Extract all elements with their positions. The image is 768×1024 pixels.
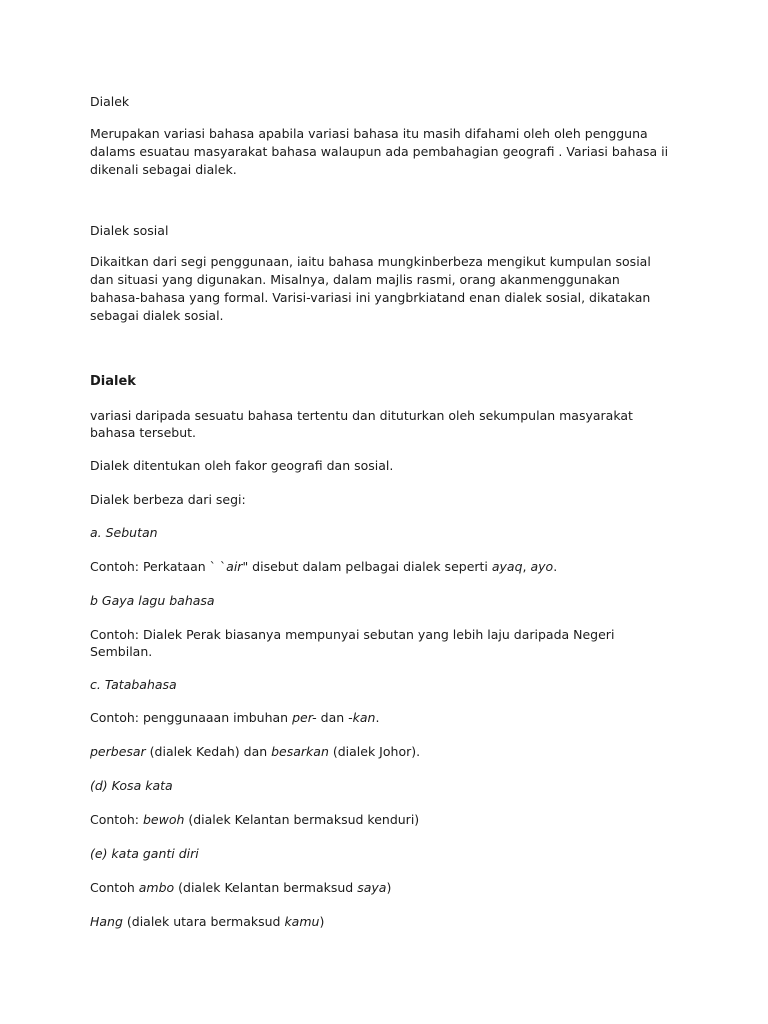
text-italic: perbesar bbox=[90, 744, 146, 759]
paragraph-line: Contoh: Dialek Perak biasanya mempunyai sebutan yang lebih laju daripada Negeri bbox=[90, 627, 615, 642]
text: dan bbox=[316, 710, 349, 725]
text: Contoh bbox=[90, 880, 139, 895]
text: ) bbox=[386, 880, 392, 895]
text: (dialek utara bermaksud bbox=[122, 914, 285, 929]
text: (dialek Kedah) dan bbox=[145, 744, 272, 759]
text-italic: ayo bbox=[530, 559, 554, 574]
text-italic: ayaq bbox=[491, 559, 523, 574]
paragraph-line: sebagai dialek sosial. bbox=[90, 308, 224, 323]
text: " disebut dalam pelbagai dialek seperti bbox=[242, 559, 492, 574]
paragraph-line: dikenali sebagai dialek. bbox=[90, 162, 237, 177]
paragraph-line: dalams esuatau masyarakat bahasa walaupun ada pembahagian geografi . Variasi bahasa ii bbox=[90, 144, 669, 159]
paragraph-line: Sembilan. bbox=[90, 644, 153, 659]
paragraph-line: bahasa-bahasa yang formal. Varisi-variasi ini yangbrkiatand enan dialek sosial, dikatakan bbox=[90, 290, 651, 305]
example-sebutan bbox=[90, 558, 557, 575]
paragraph-line: Merupakan variasi bahasa apabila variasi bahasa itu masih difahami oleh oleh pengguna bbox=[90, 126, 648, 141]
example-kata-ganti-2 bbox=[90, 913, 324, 930]
text-italic: -kan bbox=[348, 710, 376, 725]
subheading-kata-ganti: (e) kata ganti diri bbox=[90, 846, 199, 861]
text: (dialek Johor). bbox=[328, 744, 421, 759]
text: Contoh: penggunaaan imbuhan bbox=[90, 710, 293, 725]
text: ) bbox=[319, 914, 325, 929]
text: . bbox=[375, 710, 380, 725]
text-italic: air bbox=[226, 559, 243, 574]
text-italic: Hang bbox=[90, 914, 123, 929]
example-kata-ganti bbox=[90, 879, 391, 896]
subheading-kosa-kata: (d) Kosa kata bbox=[90, 778, 173, 793]
paragraph-line: Dikaitkan dari segi penggunaan, iaitu bahasa mungkinberbeza mengikut kumpulan sosial bbox=[90, 254, 651, 269]
paragraph-line: bahasa tersebut. bbox=[90, 425, 196, 440]
heading-dialek-bold: Dialek bbox=[90, 374, 136, 389]
example-tatabahasa-2 bbox=[90, 743, 420, 760]
paragraph-line: variasi daripada sesuatu bahasa tertentu dan dituturkan oleh sekumpulan masyarakat bbox=[90, 408, 633, 423]
text: Contoh: Perkataan ` ` bbox=[90, 559, 227, 574]
paragraph-line: Dialek berbeza dari segi: bbox=[90, 492, 246, 507]
text-italic: kamu bbox=[284, 914, 320, 929]
paragraph-line: dan situasi yang digunakan. Misalnya, dalam majlis rasmi, orang akanmenggunakan bbox=[90, 272, 620, 287]
text: . bbox=[553, 559, 558, 574]
example-kosa-kata bbox=[90, 811, 419, 828]
text-italic: ambo bbox=[138, 880, 175, 895]
text: (dialek Kelantan bermaksud kenduri) bbox=[184, 812, 420, 827]
text-italic: saya bbox=[357, 880, 387, 895]
subheading-tatabahasa: c. Tatabahasa bbox=[90, 677, 177, 692]
text: (dialek Kelantan bermaksud bbox=[174, 880, 358, 895]
text-italic: bewoh bbox=[142, 812, 185, 827]
paragraph-line: Dialek ditentukan oleh fakor geografi dan sosial. bbox=[90, 458, 394, 473]
text-italic: per- bbox=[292, 710, 317, 725]
text: Contoh: bbox=[90, 812, 143, 827]
text-italic: besarkan bbox=[271, 744, 329, 759]
subheading-gaya-lagu: b Gaya lagu bahasa bbox=[90, 593, 215, 608]
subheading-sebutan: a. Sebutan bbox=[90, 525, 158, 540]
heading-dialek: Dialek bbox=[90, 94, 130, 109]
heading-dialek-sosial: Dialek sosial bbox=[90, 223, 169, 238]
example-tatabahasa bbox=[90, 709, 379, 726]
text: , bbox=[522, 559, 531, 574]
